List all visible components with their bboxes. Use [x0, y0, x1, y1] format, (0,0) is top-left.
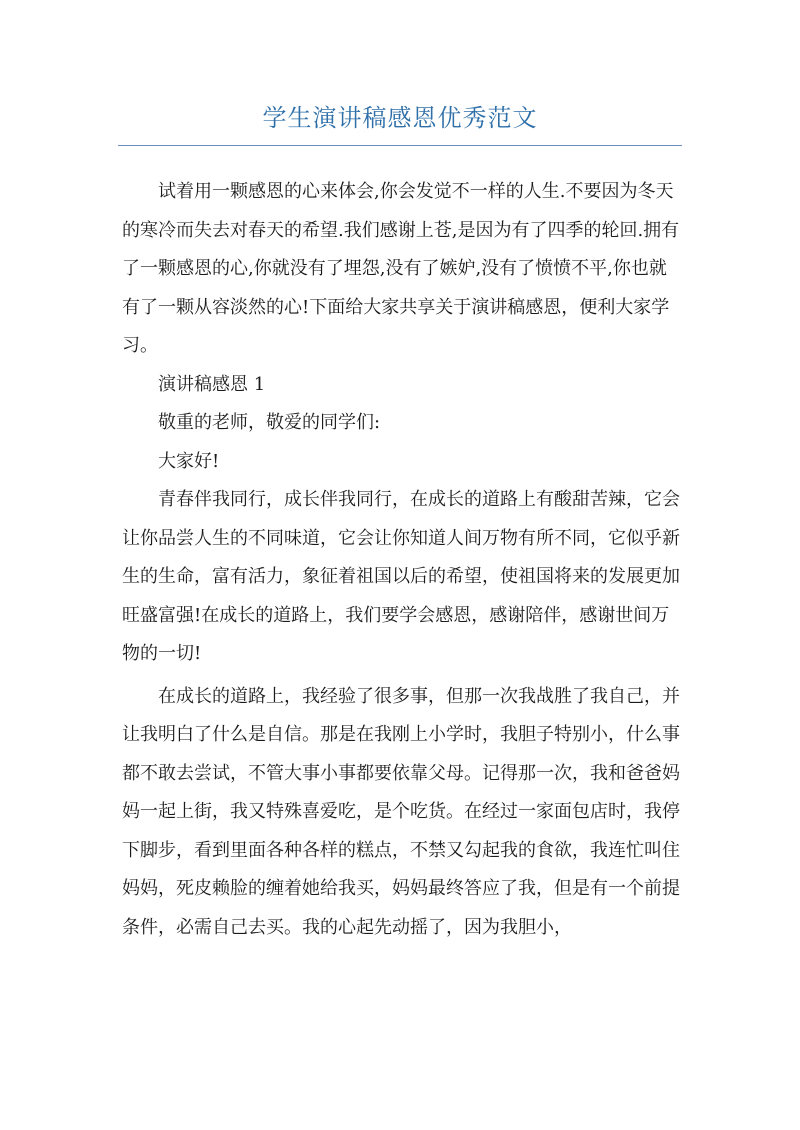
- document-title: 学生演讲稿感恩优秀范文: [262, 104, 538, 132]
- document-body: [122, 173, 684, 947]
- section-heading: 演讲稿感恩 1: [158, 373, 266, 395]
- title-underline: [118, 145, 682, 146]
- paragraph-intro: 试着用一颗感恩的心来体会,你会发觉不一样的人生.不要因为冬天的寒冷而失去对春天的希望.我们感谢上苍,是因为有了四季的轮回.拥有了一颗感恩的心,你就没有了埋怨,没有了嫉妒,没有了愤愤不平,你也就有了一颗从容淡然的心!下面给大家共享关于演讲稿感恩，便利大家学习。: [122, 181, 680, 356]
- greeting: 大家好!: [158, 450, 220, 472]
- salutation: 敬重的老师，敬爱的同学们:: [158, 412, 381, 433]
- paragraph-story: 在成长的道路上，我经验了很多事，但那一次我战胜了我自己，并让我明白了什么是自信。那是在我刚上小学时，我胆子特别小，什么事都不敢去尝试，不管大事小事都要依靠父母。记得那一次，我和爸爸妈妈一起上街，我又特殊喜爱吃，是个吃货。在经过一家面包店时，我停下脚步，看到里面各种各样的糕点，不禁又勾起我的食欲，我连忙叫住妈妈，死皮赖脸的缠着她给我买，妈妈最终答应了我，但是有一个前提条件，必需自己去买。我的心起先动摇了，因为我胆小，: [122, 685, 680, 938]
- paragraph-growth: 青春伴我同行，成长伴我同行，在成长的道路上有酸甜苦辣，它会让你品尝人生的不同味道，它会让你知道人间万物有所不同，它似乎新生的生命，富有活力，象征着祖国以后的希望，使祖国将来的发展更加旺盛富强!在成长的道路上，我们要学会感恩，感谢陪伴，感谢世间万物的一切!: [122, 489, 680, 664]
